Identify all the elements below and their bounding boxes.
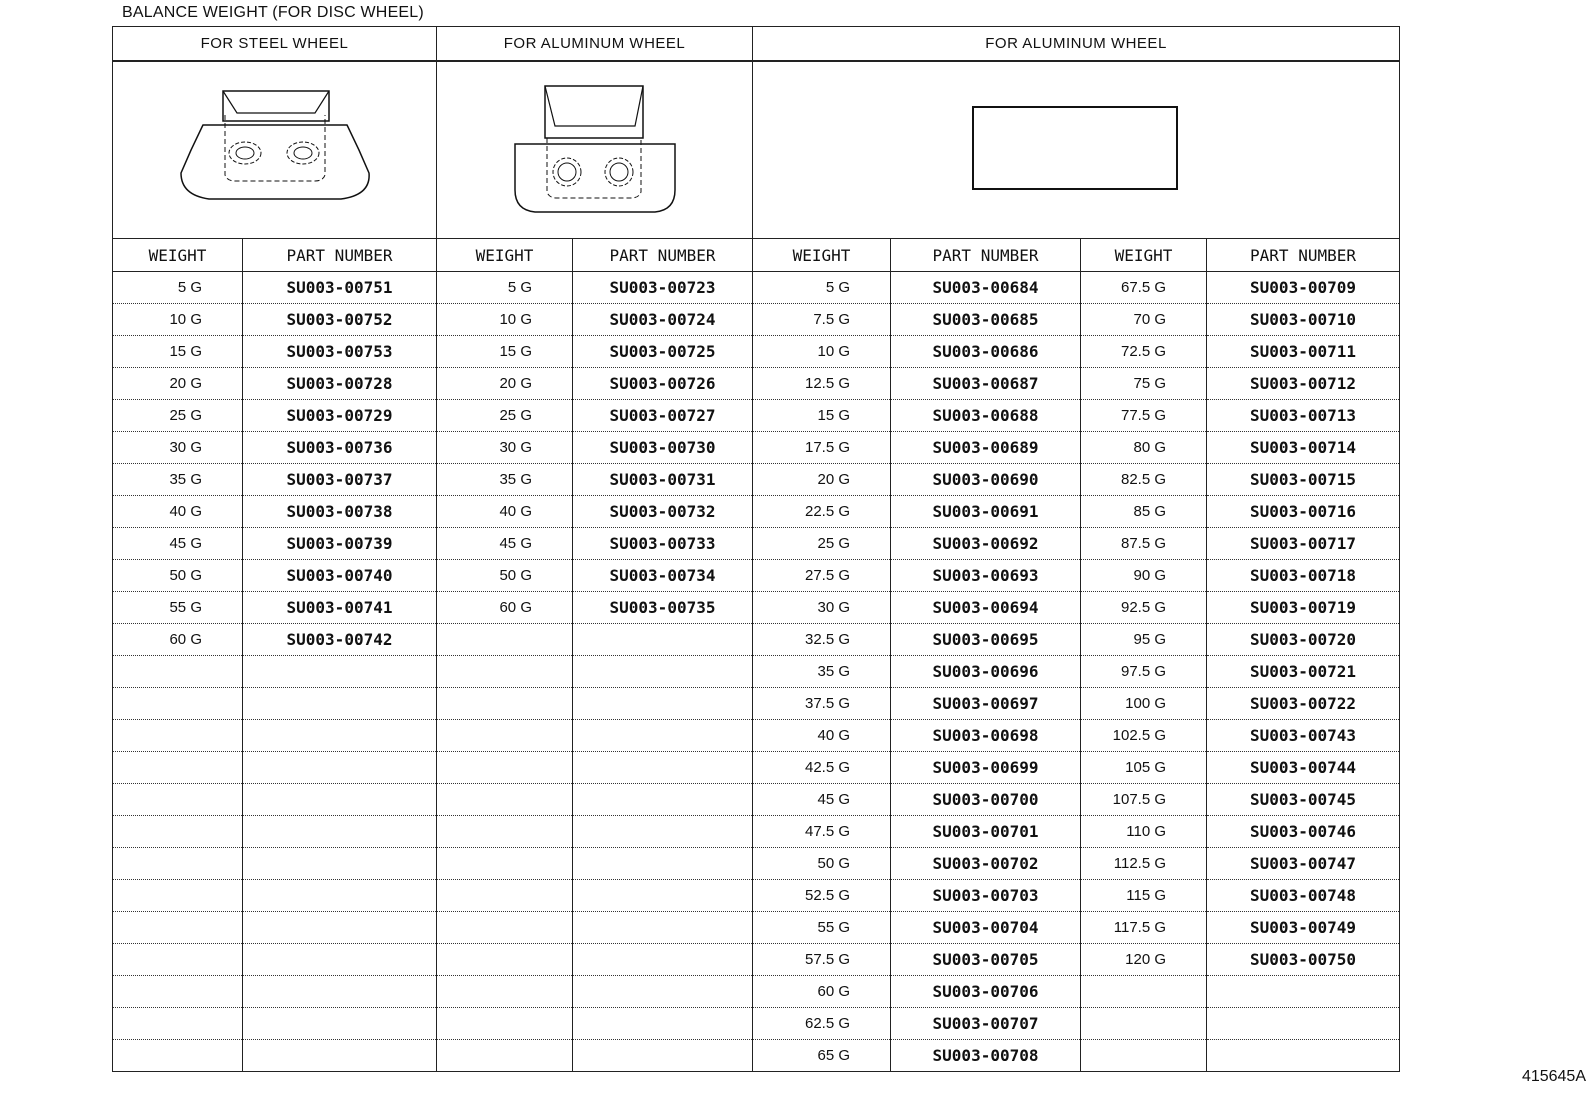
steel-part-number-cell (243, 688, 437, 720)
alu2a-part-number-cell: SU003-00687 (891, 368, 1081, 400)
steel-part-number-cell: SU003-00738 (243, 496, 437, 528)
steel-weight-cell: 30 G (113, 432, 243, 464)
alu1-part-number-cell (573, 880, 753, 912)
alu2a-part-number-cell: SU003-00696 (891, 656, 1081, 688)
steel-part-number-cell: SU003-00751 (243, 272, 437, 304)
steel-part-number-cell (243, 912, 437, 944)
steel-part-number-cell: SU003-00736 (243, 432, 437, 464)
alu2a-weight-cell: 32.5 G (753, 624, 891, 656)
alu2b-weight-cell: 75 G (1081, 368, 1207, 400)
alu1-part-number-cell: SU003-00732 (573, 496, 753, 528)
adhesive-weight-illustration (753, 61, 1400, 239)
table-row (113, 528, 1400, 560)
steel-part-number-cell: SU003-00739 (243, 528, 437, 560)
table-row (113, 752, 1400, 784)
alu1-weight-cell: 30 G (437, 432, 573, 464)
alu2a-part-number-cell: SU003-00688 (891, 400, 1081, 432)
alu2a-part-header: PART NUMBER (891, 239, 1081, 272)
table-row (113, 464, 1400, 496)
alu1-weight-cell: 5 G (437, 272, 573, 304)
alu2b-weight-cell: 110 G (1081, 816, 1207, 848)
alu2b-weight-cell (1081, 1040, 1207, 1072)
steel-weight-cell (113, 1040, 243, 1072)
table-row (113, 912, 1400, 944)
alu2b-weight-cell (1081, 976, 1207, 1008)
table-row (113, 784, 1400, 816)
alu2a-weight-cell: 20 G (753, 464, 891, 496)
alu1-weight-cell (437, 720, 573, 752)
alu1-weight-cell (437, 912, 573, 944)
adhesive-weight-icon (971, 105, 1181, 195)
alu2b-weight-cell: 92.5 G (1081, 592, 1207, 624)
alu2a-weight-cell: 55 G (753, 912, 891, 944)
steel-weight-cell (113, 656, 243, 688)
alu2b-weight-cell: 87.5 G (1081, 528, 1207, 560)
table-row (113, 720, 1400, 752)
alu2a-part-number-cell: SU003-00693 (891, 560, 1081, 592)
alu2a-part-number-cell: SU003-00692 (891, 528, 1081, 560)
steel-part-number-cell: SU003-00741 (243, 592, 437, 624)
alu1-weight-header: WEIGHT (437, 239, 573, 272)
table-row (113, 496, 1400, 528)
alu2a-part-number-cell: SU003-00690 (891, 464, 1081, 496)
alu2a-part-number-cell: SU003-00703 (891, 880, 1081, 912)
alu2b-part-number-cell (1207, 1040, 1400, 1072)
steel-weight-cell: 20 G (113, 368, 243, 400)
table-row (113, 432, 1400, 464)
alu2b-part-number-cell (1207, 1008, 1400, 1040)
table-row (113, 1008, 1400, 1040)
group-header-row (113, 27, 1400, 62)
alu1-part-header: PART NUMBER (573, 239, 753, 272)
alu2b-part-number-cell: SU003-00722 (1207, 688, 1400, 720)
alu2a-part-number-cell: SU003-00706 (891, 976, 1081, 1008)
alu1-part-number-cell (573, 720, 753, 752)
alu2a-part-number-cell: SU003-00689 (891, 432, 1081, 464)
steel-part-number-cell (243, 816, 437, 848)
alu2a-weight-header: WEIGHT (753, 239, 891, 272)
alu1-weight-cell (437, 752, 573, 784)
alu1-weight-cell: 60 G (437, 592, 573, 624)
table-row (113, 944, 1400, 976)
table-row (113, 368, 1400, 400)
alu2b-weight-cell: 90 G (1081, 560, 1207, 592)
alu2a-weight-cell: 37.5 G (753, 688, 891, 720)
balance-weight-table (112, 26, 1400, 1072)
steel-part-number-cell (243, 944, 437, 976)
alu2b-part-number-cell: SU003-00712 (1207, 368, 1400, 400)
alu1-weight-cell (437, 1008, 573, 1040)
steel-part-number-cell: SU003-00742 (243, 624, 437, 656)
steel-weight-cell (113, 880, 243, 912)
alu1-part-number-cell (573, 848, 753, 880)
alu1-weight-cell: 40 G (437, 496, 573, 528)
alu2b-weight-cell: 102.5 G (1081, 720, 1207, 752)
alu1-part-number-cell (573, 656, 753, 688)
alu2b-part-number-cell (1207, 976, 1400, 1008)
alu2a-weight-cell: 30 G (753, 592, 891, 624)
alu1-weight-cell: 10 G (437, 304, 573, 336)
alu2b-weight-cell: 112.5 G (1081, 848, 1207, 880)
alu2a-weight-cell: 27.5 G (753, 560, 891, 592)
alu2b-weight-header: WEIGHT (1081, 239, 1207, 272)
steel-part-number-cell: SU003-00752 (243, 304, 437, 336)
alu2a-part-number-cell: SU003-00702 (891, 848, 1081, 880)
alu2b-weight-cell: 67.5 G (1081, 272, 1207, 304)
figure-code: 415645A (1521, 1068, 1586, 1085)
alu2a-part-number-cell: SU003-00698 (891, 720, 1081, 752)
steel-part-number-cell: SU003-00753 (243, 336, 437, 368)
alu1-part-number-cell (573, 976, 753, 1008)
steel-weight-cell (113, 944, 243, 976)
alu2b-weight-cell: 117.5 G (1081, 912, 1207, 944)
steel-weight-header: WEIGHT (113, 239, 243, 272)
alu2a-weight-cell: 60 G (753, 976, 891, 1008)
steel-weight-cell (113, 976, 243, 1008)
alu2b-part-number-cell: SU003-00717 (1207, 528, 1400, 560)
alu1-part-number-cell (573, 1040, 753, 1072)
alu2b-weight-cell: 120 G (1081, 944, 1207, 976)
steel-weight-cell (113, 816, 243, 848)
steel-clip-weight-icon (175, 85, 375, 215)
alu2a-part-number-cell: SU003-00707 (891, 1008, 1081, 1040)
alu1-part-number-cell: SU003-00730 (573, 432, 753, 464)
alu1-part-number-cell (573, 816, 753, 848)
alu2b-weight-cell: 115 G (1081, 880, 1207, 912)
table-row (113, 880, 1400, 912)
steel-weight-cell: 5 G (113, 272, 243, 304)
alu2b-weight-cell: 105 G (1081, 752, 1207, 784)
alu1-part-number-cell: SU003-00734 (573, 560, 753, 592)
document-title: BALANCE WEIGHT (FOR DISC WHEEL) (122, 4, 424, 21)
alu1-weight-cell: 45 G (437, 528, 573, 560)
alu1-weight-cell: 20 G (437, 368, 573, 400)
alu2b-weight-cell: 77.5 G (1081, 400, 1207, 432)
alu2a-weight-cell: 57.5 G (753, 944, 891, 976)
alu1-weight-cell (437, 880, 573, 912)
alu1-part-number-cell (573, 1008, 753, 1040)
alu1-weight-cell (437, 688, 573, 720)
alu2b-weight-cell: 85 G (1081, 496, 1207, 528)
alu2a-part-number-cell: SU003-00695 (891, 624, 1081, 656)
steel-part-number-cell: SU003-00737 (243, 464, 437, 496)
table-row (113, 400, 1400, 432)
steel-weight-illustration (113, 61, 437, 239)
alu2a-part-number-cell: SU003-00708 (891, 1040, 1081, 1072)
alu1-weight-cell: 50 G (437, 560, 573, 592)
table-row (113, 624, 1400, 656)
alu2b-weight-cell: 97.5 G (1081, 656, 1207, 688)
alu2a-weight-cell: 50 G (753, 848, 891, 880)
alu1-weight-cell: 25 G (437, 400, 573, 432)
alu2b-part-number-cell: SU003-00750 (1207, 944, 1400, 976)
alu2b-part-number-cell: SU003-00709 (1207, 272, 1400, 304)
alu2b-part-number-cell: SU003-00710 (1207, 304, 1400, 336)
steel-part-number-cell (243, 1040, 437, 1072)
alu2a-weight-cell: 17.5 G (753, 432, 891, 464)
alu1-part-number-cell (573, 688, 753, 720)
alu2a-weight-cell: 47.5 G (753, 816, 891, 848)
alu2b-weight-cell: 70 G (1081, 304, 1207, 336)
alu2a-part-number-cell: SU003-00684 (891, 272, 1081, 304)
illustration-row (113, 61, 1400, 239)
alu2a-part-number-cell: SU003-00700 (891, 784, 1081, 816)
alu2a-weight-cell: 22.5 G (753, 496, 891, 528)
alu1-part-number-cell (573, 624, 753, 656)
steel-part-number-cell (243, 848, 437, 880)
table-row (113, 688, 1400, 720)
alu2a-part-number-cell: SU003-00686 (891, 336, 1081, 368)
table-row (113, 272, 1400, 304)
steel-weight-cell: 45 G (113, 528, 243, 560)
alu2b-part-number-cell: SU003-00747 (1207, 848, 1400, 880)
steel-weight-cell (113, 848, 243, 880)
steel-weight-cell (113, 1008, 243, 1040)
alu2b-part-number-cell: SU003-00711 (1207, 336, 1400, 368)
steel-weight-cell: 25 G (113, 400, 243, 432)
alu2b-part-number-cell: SU003-00745 (1207, 784, 1400, 816)
alu2a-part-number-cell: SU003-00699 (891, 752, 1081, 784)
steel-weight-cell (113, 720, 243, 752)
alu1-part-number-cell: SU003-00724 (573, 304, 753, 336)
steel-part-number-cell (243, 976, 437, 1008)
alu2b-part-number-cell: SU003-00744 (1207, 752, 1400, 784)
alu2a-part-number-cell: SU003-00704 (891, 912, 1081, 944)
alu1-part-number-cell (573, 752, 753, 784)
steel-weight-cell: 40 G (113, 496, 243, 528)
steel-weight-cell: 55 G (113, 592, 243, 624)
alu2b-part-number-cell: SU003-00715 (1207, 464, 1400, 496)
alu1-part-number-cell: SU003-00723 (573, 272, 753, 304)
steel-part-number-cell: SU003-00740 (243, 560, 437, 592)
alu2b-weight-cell: 82.5 G (1081, 464, 1207, 496)
steel-weight-cell (113, 752, 243, 784)
column-header-row (113, 239, 1400, 272)
steel-weight-cell (113, 784, 243, 816)
alu1-part-number-cell: SU003-00725 (573, 336, 753, 368)
alu2b-part-number-cell: SU003-00713 (1207, 400, 1400, 432)
alu2b-part-number-cell: SU003-00714 (1207, 432, 1400, 464)
alu2a-weight-cell: 25 G (753, 528, 891, 560)
table-row (113, 1040, 1400, 1072)
alu2b-part-number-cell: SU003-00721 (1207, 656, 1400, 688)
alu1-part-number-cell: SU003-00733 (573, 528, 753, 560)
table-row (113, 656, 1400, 688)
alu1-weight-cell (437, 656, 573, 688)
alu1-part-number-cell (573, 944, 753, 976)
alu1-weight-cell (437, 1040, 573, 1072)
table-row (113, 304, 1400, 336)
alu2a-weight-cell: 10 G (753, 336, 891, 368)
alu1-weight-cell (437, 816, 573, 848)
alu2a-part-number-cell: SU003-00701 (891, 816, 1081, 848)
alu2a-weight-cell: 7.5 G (753, 304, 891, 336)
table-row (113, 560, 1400, 592)
table-row (113, 816, 1400, 848)
table-row (113, 336, 1400, 368)
alu2a-weight-cell: 45 G (753, 784, 891, 816)
aluminum-clip-weight-icon (505, 80, 685, 220)
alu2b-part-number-cell: SU003-00716 (1207, 496, 1400, 528)
alu1-part-number-cell: SU003-00726 (573, 368, 753, 400)
steel-part-number-cell (243, 752, 437, 784)
alu2a-part-number-cell: SU003-00697 (891, 688, 1081, 720)
alu2a-weight-cell: 62.5 G (753, 1008, 891, 1040)
group-aluminum-wheel-b: FOR ALUMINUM WHEEL (753, 27, 1400, 62)
steel-weight-cell: 10 G (113, 304, 243, 336)
aluminum-weight-illustration (437, 61, 753, 239)
alu1-part-number-cell: SU003-00731 (573, 464, 753, 496)
steel-part-number-cell (243, 1008, 437, 1040)
steel-part-number-cell (243, 720, 437, 752)
alu2b-part-number-cell: SU003-00719 (1207, 592, 1400, 624)
alu2a-weight-cell: 52.5 G (753, 880, 891, 912)
group-aluminum-wheel-a: FOR ALUMINUM WHEEL (437, 27, 753, 62)
steel-weight-cell: 60 G (113, 624, 243, 656)
alu1-weight-cell (437, 848, 573, 880)
alu2a-part-number-cell: SU003-00691 (891, 496, 1081, 528)
steel-part-number-cell (243, 784, 437, 816)
alu1-weight-cell: 35 G (437, 464, 573, 496)
table-row (113, 976, 1400, 1008)
steel-weight-cell: 50 G (113, 560, 243, 592)
alu2b-part-number-cell: SU003-00746 (1207, 816, 1400, 848)
alu2b-weight-cell: 107.5 G (1081, 784, 1207, 816)
alu2b-weight-cell (1081, 1008, 1207, 1040)
alu1-weight-cell (437, 784, 573, 816)
steel-part-number-cell: SU003-00728 (243, 368, 437, 400)
steel-part-number-cell (243, 880, 437, 912)
alu2b-weight-cell: 100 G (1081, 688, 1207, 720)
alu2b-weight-cell: 95 G (1081, 624, 1207, 656)
alu1-part-number-cell: SU003-00735 (573, 592, 753, 624)
alu2b-part-number-cell: SU003-00743 (1207, 720, 1400, 752)
alu2b-weight-cell: 80 G (1081, 432, 1207, 464)
alu2a-part-number-cell: SU003-00685 (891, 304, 1081, 336)
table-row (113, 592, 1400, 624)
steel-weight-cell (113, 688, 243, 720)
alu1-weight-cell (437, 624, 573, 656)
alu1-part-number-cell (573, 912, 753, 944)
alu1-weight-cell: 15 G (437, 336, 573, 368)
alu2a-weight-cell: 65 G (753, 1040, 891, 1072)
alu2b-part-number-cell: SU003-00718 (1207, 560, 1400, 592)
alu1-weight-cell (437, 976, 573, 1008)
alu2a-part-number-cell: SU003-00705 (891, 944, 1081, 976)
alu2b-part-number-cell: SU003-00720 (1207, 624, 1400, 656)
alu1-part-number-cell: SU003-00727 (573, 400, 753, 432)
alu2a-part-number-cell: SU003-00694 (891, 592, 1081, 624)
steel-weight-cell: 35 G (113, 464, 243, 496)
alu2b-part-number-cell: SU003-00749 (1207, 912, 1400, 944)
alu1-weight-cell (437, 944, 573, 976)
alu1-part-number-cell (573, 784, 753, 816)
alu2a-weight-cell: 35 G (753, 656, 891, 688)
alu2a-weight-cell: 12.5 G (753, 368, 891, 400)
steel-weight-cell: 15 G (113, 336, 243, 368)
alu2a-weight-cell: 42.5 G (753, 752, 891, 784)
alu2a-weight-cell: 5 G (753, 272, 891, 304)
steel-part-header: PART NUMBER (243, 239, 437, 272)
table-row (113, 848, 1400, 880)
alu2b-part-number-cell: SU003-00748 (1207, 880, 1400, 912)
steel-part-number-cell (243, 656, 437, 688)
alu2b-part-header: PART NUMBER (1207, 239, 1400, 272)
steel-part-number-cell: SU003-00729 (243, 400, 437, 432)
alu2b-weight-cell: 72.5 G (1081, 336, 1207, 368)
group-steel-wheel: FOR STEEL WHEEL (113, 27, 437, 62)
alu2a-weight-cell: 15 G (753, 400, 891, 432)
steel-weight-cell (113, 912, 243, 944)
alu2a-weight-cell: 40 G (753, 720, 891, 752)
